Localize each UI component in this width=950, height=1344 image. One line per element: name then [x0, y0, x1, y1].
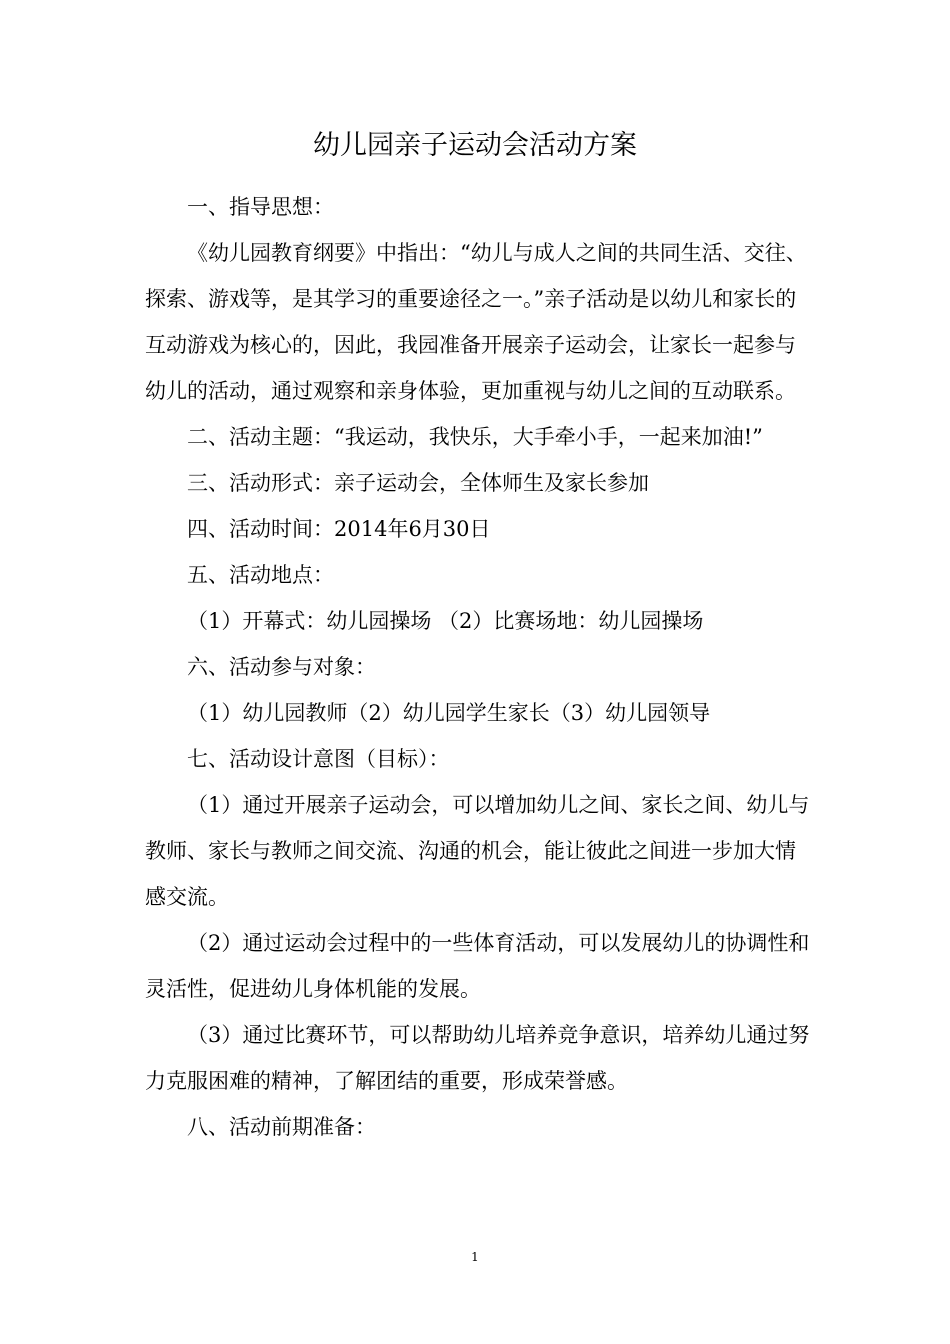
paragraph-guiding-ideology: 《幼儿园教育纲要》中指出：“幼儿与成人之间的共同生活、交往、探索、游戏等，是其学习的重要途径之一。”亲子活动是以幼儿和家长的互动游戏为核心的，因此，我园准备开展亲子运动会，让家长一起参与幼儿的活动，通过观察和亲身体验，更加重视与幼儿之间的互动联系。 [145, 241, 807, 403]
section-heading-preparation: 八、活动前期准备： [187, 1115, 376, 1139]
section-activity-time: 四、活动时间：2014年6月30日 [187, 517, 491, 541]
section-heading-design-intent: 七、活动设计意图（目标）： [187, 747, 450, 771]
document-title: 幼儿园亲子运动会活动方案 [313, 130, 637, 161]
paragraph-activity-location: （1）开幕式：幼儿园操场 （2）比赛场地：幼儿园操场 [187, 609, 704, 633]
paragraph-design-intent-2: （2）通过运动会过程中的一些体育活动，可以发展幼儿的协调性和灵活性，促进幼儿身体机能的发展。 [145, 931, 810, 1001]
paragraph-participants: （1）幼儿园教师（2）幼儿园学生家长（3）幼儿园领导 [187, 701, 711, 725]
section-heading-activity-location: 五、活动地点： [187, 563, 334, 587]
section-heading-participants: 六、活动参与对象： [187, 655, 376, 679]
paragraph-design-intent-3: （3）通过比赛环节，可以帮助幼儿培养竞争意识，培养幼儿通过努力克服困难的精神，了解团结的重要，形成荣誉感。 [145, 1023, 810, 1093]
paragraph-design-intent-1: （1）通过开展亲子运动会，可以增加幼儿之间、家长之间、幼儿与教师、家长与教师之间交流、沟通的机会，能让彼此之间进一步加大情感交流。 [145, 793, 810, 909]
section-activity-form: 三、活动形式：亲子运动会，全体师生及家长参加 [187, 471, 649, 495]
section-heading-guiding-ideology: 一、指导思想： [187, 195, 334, 219]
section-activity-theme: 二、活动主题：“我运动，我快乐，大手牵小手，一起来加油!” [187, 425, 763, 449]
page-number: 1 [471, 1250, 479, 1264]
document-body [145, 184, 810, 1150]
